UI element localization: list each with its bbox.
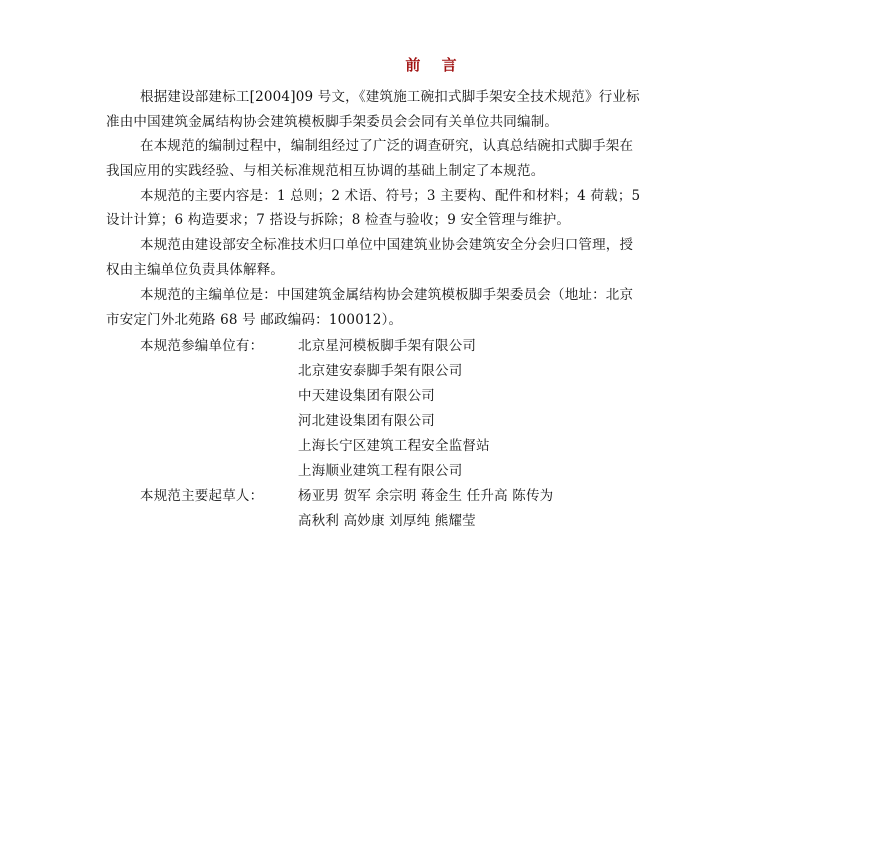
paragraph-line: 根据建设部建标工[2004]09 号文，《建筑施工碗扣式脚手架安全技术规范》行业标 [140,89,640,105]
preface-title: 前 言 [405,56,465,74]
paragraph-line: 准由中国建筑金属结构协会建筑模板脚手架委员会会同有关单位共同编制。 [106,114,559,130]
drafters-line: 杨亚男 贺军 余宗明 蒋金生 任升高 陈传为 [298,488,554,504]
participant-unit: 中天建设集团有限公司 [298,388,435,404]
participant-unit: 上海长宁区建筑工程安全监督站 [298,438,490,454]
paragraph-line: 本规范由建设部安全标准技术归口单位中国建筑业协会建筑安全分会归口管理，授 [140,237,634,253]
paragraph-line: 设计计算；6 构造要求；7 搭设与拆除；8 检查与验收；9 安全管理与维护。 [106,212,571,228]
paragraph-line: 权由主编单位负责具体解释。 [106,262,285,278]
participant-unit: 北京建安泰脚手架有限公司 [298,363,463,379]
participants-label: 本规范参编单位有： [140,338,264,354]
paragraph-line: 本规范的主编单位是：中国建筑金属结构协会建筑模板脚手架委员会（地址：北京 [140,287,634,303]
drafters-line: 高秋利 高妙康 刘厚纯 熊耀莹 [298,513,476,529]
paragraph-line: 市安定门外北苑路 68 号 邮政编码：100012）。 [106,312,403,328]
participant-unit: 北京星河模板脚手架有限公司 [298,338,477,354]
paragraph-line: 本规范的主要内容是：1 总则；2 术语、符号；3 主要构、配件和材料；4 荷载；5 [140,188,641,204]
paragraph-line: 在本规范的编制过程中，编制组经过了广泛的调查研究，认真总结碗扣式脚手架在 [140,138,634,154]
participant-unit: 河北建设集团有限公司 [298,413,435,429]
drafters-label: 本规范主要起草人： [140,488,264,504]
participant-unit: 上海顺业建筑工程有限公司 [298,463,463,479]
paragraph-line: 我国应用的实践经验、与相关标准规范相互协调的基础上制定了本规范。 [106,163,545,179]
